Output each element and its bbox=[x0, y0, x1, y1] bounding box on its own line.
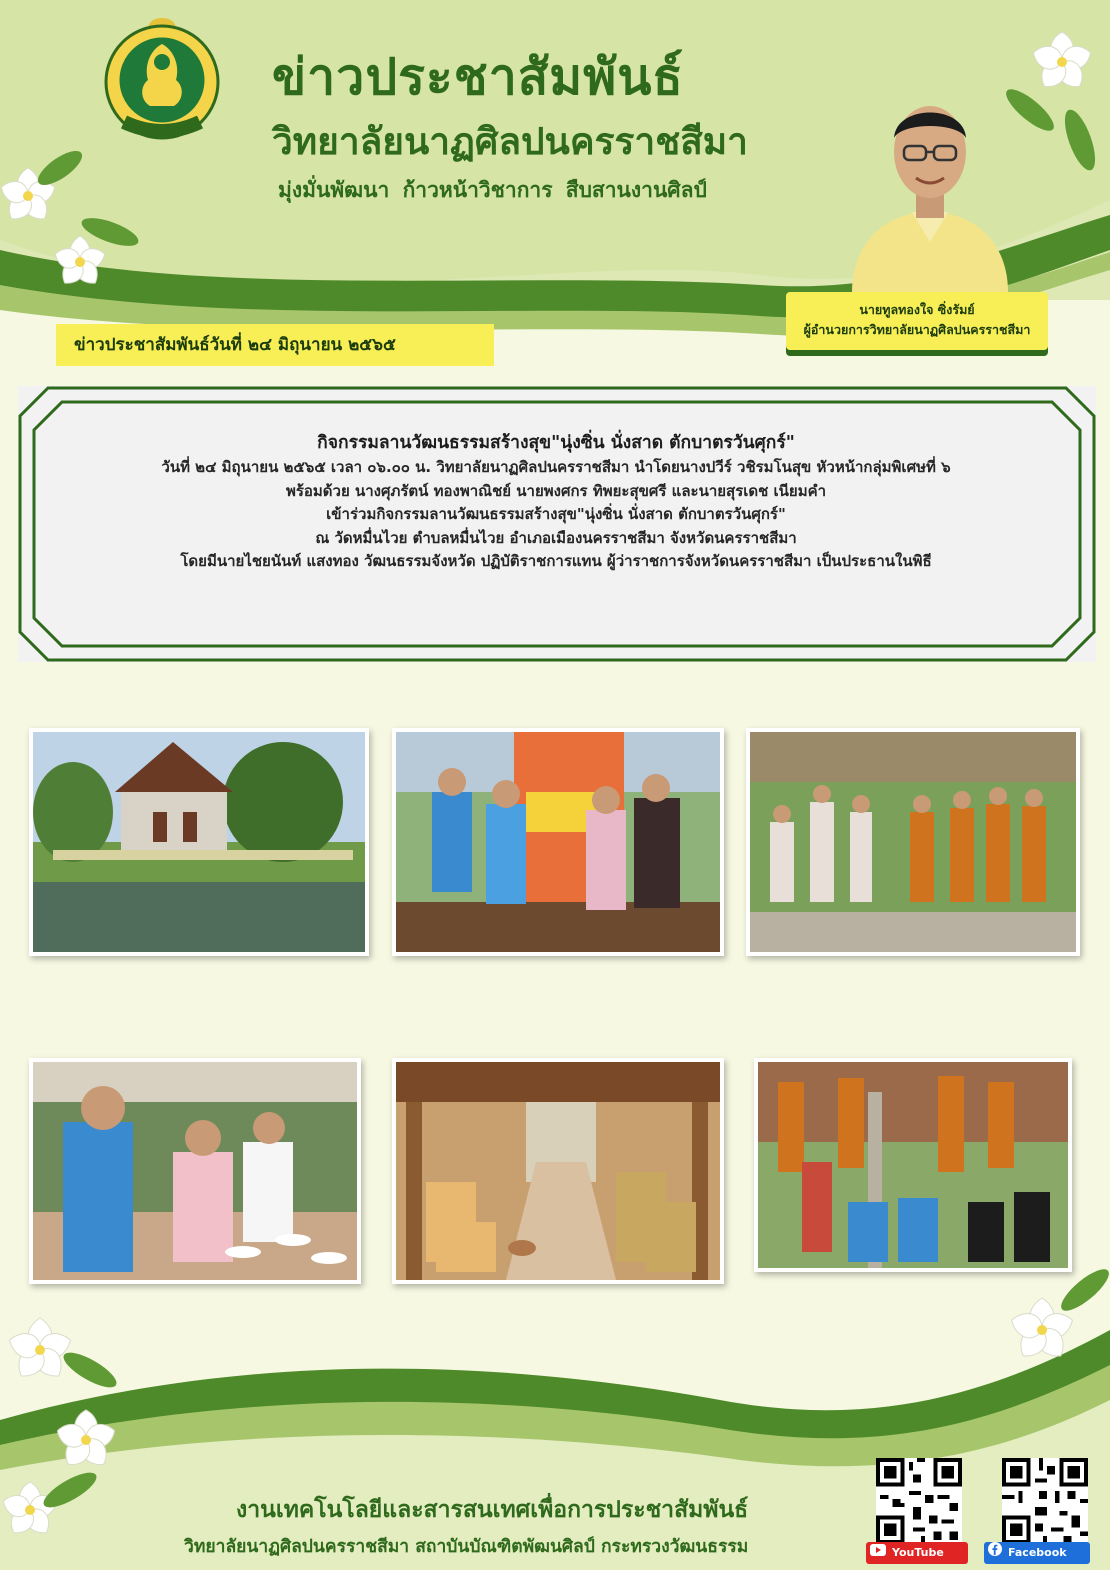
facebook-icon bbox=[988, 1542, 1002, 1564]
news-line-2: พร้อมด้วย นางศุภรัตน์ ทองพาณิชย์ นายพงศกร ทิพยะสุขศรี และนายสุรเดช เนียมคำ bbox=[285, 481, 827, 500]
photo-group-banner bbox=[392, 728, 724, 956]
footer-affiliation: วิทยาลัยนาฏศิลปนครราชสีมา สถาบันบัณฑิตพัฒนศิลป์ กระทรวงวัฒนธรรม bbox=[184, 1537, 749, 1557]
photo-monks-alms bbox=[746, 728, 1080, 956]
director-name-tag bbox=[786, 292, 1048, 350]
photo-monks-garden bbox=[754, 1058, 1072, 1272]
news-title: กิจกรรมลานวัฒนธรรมสร้างสุข"นุ่งซิ่น นั่งสาด ตักบาตรวันศุกร์" bbox=[317, 433, 795, 453]
slogan: มุ่งมั่นพัฒนา ก้าวหน้าวิชาการ สืบสานงานศิลป์ bbox=[278, 178, 707, 202]
page-title: ข่าวประชาสัมพันธ์ bbox=[272, 47, 684, 106]
news-line-1: วันที่ ๒๔ มิถุนายน ๒๕๖๕ เวลา ๐๖.๐๐ น. วิทยาลัยนาฏศิลปนครราชสีมา นำโดยนางปวีร์ วชิรมโนสุข หัวหน้ากลุ่มพิเศษที่ ๖ bbox=[161, 458, 951, 476]
director-portrait bbox=[846, 82, 1014, 292]
facebook-label: Facebook bbox=[1008, 1546, 1067, 1559]
date-banner: ข่าวประชาสัมพันธ์วันที่ ๒๔ มิถุนายน ๒๕๖๕ bbox=[56, 324, 494, 366]
director-name: นายทูลทองใจ ซิ่งรัมย์ bbox=[859, 302, 975, 317]
news-line-3: เข้าร่วมกิจกรรมลานวัฒนธรรมสร้างสุข"นุ่งซิ่น นั่งสาด ตักบาตรวันศุกร์" bbox=[326, 505, 786, 523]
photo-food-preparation bbox=[29, 1058, 361, 1284]
youtube-qr-code[interactable] bbox=[876, 1458, 962, 1544]
photo-pavilion-sitting bbox=[392, 1058, 724, 1284]
college-logo bbox=[104, 14, 220, 142]
facebook-qr-code[interactable] bbox=[1002, 1458, 1088, 1544]
news-line-4: ณ วัดหมื่นไวย ตำบลหมื่นไวย อำเภอเมืองนครราชสีมา จังหวัดนครราชสีมา bbox=[315, 528, 797, 547]
news-box bbox=[44, 410, 1068, 638]
footer-department: งานเทคโนโลยีและสารสนเทศเพื่อการประชาสัมพันธ์ bbox=[236, 1496, 749, 1523]
youtube-button[interactable] bbox=[866, 1542, 968, 1564]
facebook-button[interactable] bbox=[984, 1542, 1090, 1564]
institution-name: วิทยาลัยนาฏศิลปนครราชสีมา bbox=[272, 119, 748, 163]
news-line-5: โดยมีนายไชยนันท์ แสงทอง วัฒนธรรมจังหวัด ปฏิบัติราชการแทน ผู้ว่าราชการจังหวัดนครราชสีมา เป็นประธานในพิธี bbox=[180, 552, 932, 570]
youtube-icon bbox=[870, 1542, 886, 1564]
youtube-label: YouTube bbox=[892, 1546, 944, 1559]
director-position: ผู้อำนวยการวิทยาลัยนาฏศิลปนครราชสีมา bbox=[803, 322, 1031, 337]
photo-temple-pond bbox=[29, 728, 369, 956]
